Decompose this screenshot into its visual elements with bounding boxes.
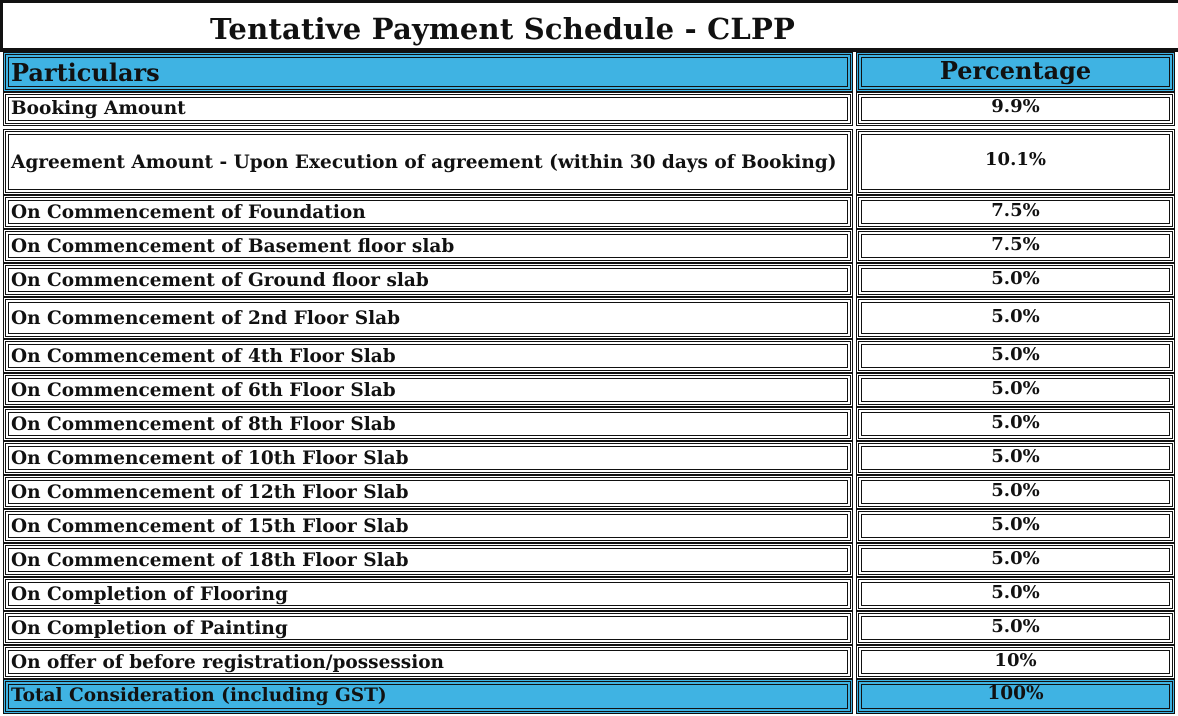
total-particular-text: Total Consideration (including GST) xyxy=(11,685,387,706)
particular-text: On Completion of Painting xyxy=(11,618,288,639)
percentage-cell xyxy=(856,229,1175,263)
percentage-text: 5.0% xyxy=(991,344,1040,365)
percentage-cell xyxy=(856,195,1175,229)
percentage-text: 5.0% xyxy=(991,514,1040,535)
percentage-text: 5.0% xyxy=(991,412,1040,433)
particular-cell xyxy=(3,297,853,339)
table-row xyxy=(0,611,1178,645)
particular-text: On Commencement of Foundation xyxy=(11,202,366,223)
percentage-text: 7.5% xyxy=(991,234,1040,255)
percentage-cell xyxy=(856,509,1175,543)
percentage-cell xyxy=(856,129,1175,195)
table-row xyxy=(0,543,1178,577)
percentage-cell xyxy=(856,263,1175,297)
percentage-cell xyxy=(856,475,1175,509)
particular-cell xyxy=(3,407,853,441)
particular-text: On Commencement of 8th Floor Slab xyxy=(11,414,396,435)
header-label-particulars: Particulars xyxy=(11,58,160,87)
table-row xyxy=(0,339,1178,373)
table-row xyxy=(0,509,1178,543)
particular-cell xyxy=(3,543,853,577)
table-row xyxy=(0,263,1178,297)
particular-text: On Commencement of 18th Floor Slab xyxy=(11,550,409,571)
percentage-cell xyxy=(856,577,1175,611)
header-cell-particulars xyxy=(3,52,853,92)
particular-text: On Commencement of Ground floor slab xyxy=(11,270,429,291)
percentage-cell xyxy=(856,92,1175,126)
total-percentage-text: 100% xyxy=(987,683,1044,704)
particular-text: On Commencement of Basement floor slab xyxy=(11,236,455,257)
page-title: Tentative Payment Schedule - CLPP xyxy=(209,12,796,46)
percentage-text: 10% xyxy=(994,650,1037,671)
percentage-cell xyxy=(856,645,1175,679)
table-row xyxy=(0,229,1178,263)
percentage-text: 9.9% xyxy=(991,96,1040,117)
table-row xyxy=(0,92,1178,126)
percentage-cell xyxy=(856,339,1175,373)
header-label-percentage: Percentage xyxy=(939,56,1092,85)
percentage-cell xyxy=(856,441,1175,475)
percentage-text: 7.5% xyxy=(991,200,1040,221)
total-particular-cell xyxy=(3,679,853,714)
particular-cell xyxy=(3,373,853,407)
particular-cell xyxy=(3,229,853,263)
particular-text: On offer of before registration/possession xyxy=(11,652,445,673)
table-row xyxy=(0,129,1178,195)
table-row xyxy=(0,373,1178,407)
particular-text: Booking Amount xyxy=(11,98,186,119)
table-row xyxy=(0,475,1178,509)
particular-text: On Commencement of 6th Floor Slab xyxy=(11,380,396,401)
percentage-text: 5.0% xyxy=(991,268,1040,289)
particular-cell xyxy=(3,611,853,645)
percentage-text: 5.0% xyxy=(991,582,1040,603)
particular-cell xyxy=(3,263,853,297)
table-header-row xyxy=(0,52,1178,92)
table-row xyxy=(0,577,1178,611)
particular-cell xyxy=(3,195,853,229)
table-total-row xyxy=(0,679,1178,714)
percentage-text: 5.0% xyxy=(991,446,1040,467)
percentage-text: 5.0% xyxy=(991,480,1040,501)
table-row xyxy=(0,645,1178,679)
percentage-text: 5.0% xyxy=(991,378,1040,399)
particular-cell xyxy=(3,475,853,509)
particular-cell xyxy=(3,339,853,373)
percentage-cell xyxy=(856,297,1175,339)
header-cell-percentage xyxy=(856,52,1175,92)
particular-cell xyxy=(3,645,853,679)
percentage-text: 10.1% xyxy=(985,149,1046,170)
particular-text: On Commencement of 4th Floor Slab xyxy=(11,346,396,367)
total-percentage-cell xyxy=(856,679,1175,714)
percentage-cell xyxy=(856,611,1175,645)
particular-text: On Commencement of 10th Floor Slab xyxy=(11,448,409,469)
particular-cell xyxy=(3,577,853,611)
table-row xyxy=(0,297,1178,339)
particular-cell xyxy=(3,92,853,126)
table-row xyxy=(0,441,1178,475)
particular-text: On Commencement of 12th Floor Slab xyxy=(11,482,409,503)
title-bar xyxy=(0,0,1178,52)
particular-text: On Completion of Flooring xyxy=(11,584,288,605)
particular-text: On Commencement of 2nd Floor Slab xyxy=(11,308,401,329)
particular-cell xyxy=(3,509,853,543)
percentage-cell xyxy=(856,373,1175,407)
percentage-text: 5.0% xyxy=(991,306,1040,327)
percentage-cell xyxy=(856,407,1175,441)
table-row xyxy=(0,195,1178,229)
percentage-text: 5.0% xyxy=(991,616,1040,637)
particular-text: Agreement Amount - Upon Execution of agreement (within 30 days of Booking) xyxy=(11,152,837,173)
particular-text: On Commencement of 15th Floor Slab xyxy=(11,516,409,537)
particular-cell xyxy=(3,129,853,195)
percentage-text: 5.0% xyxy=(991,548,1040,569)
percentage-cell xyxy=(856,543,1175,577)
table-row xyxy=(0,407,1178,441)
particular-cell xyxy=(3,441,853,475)
